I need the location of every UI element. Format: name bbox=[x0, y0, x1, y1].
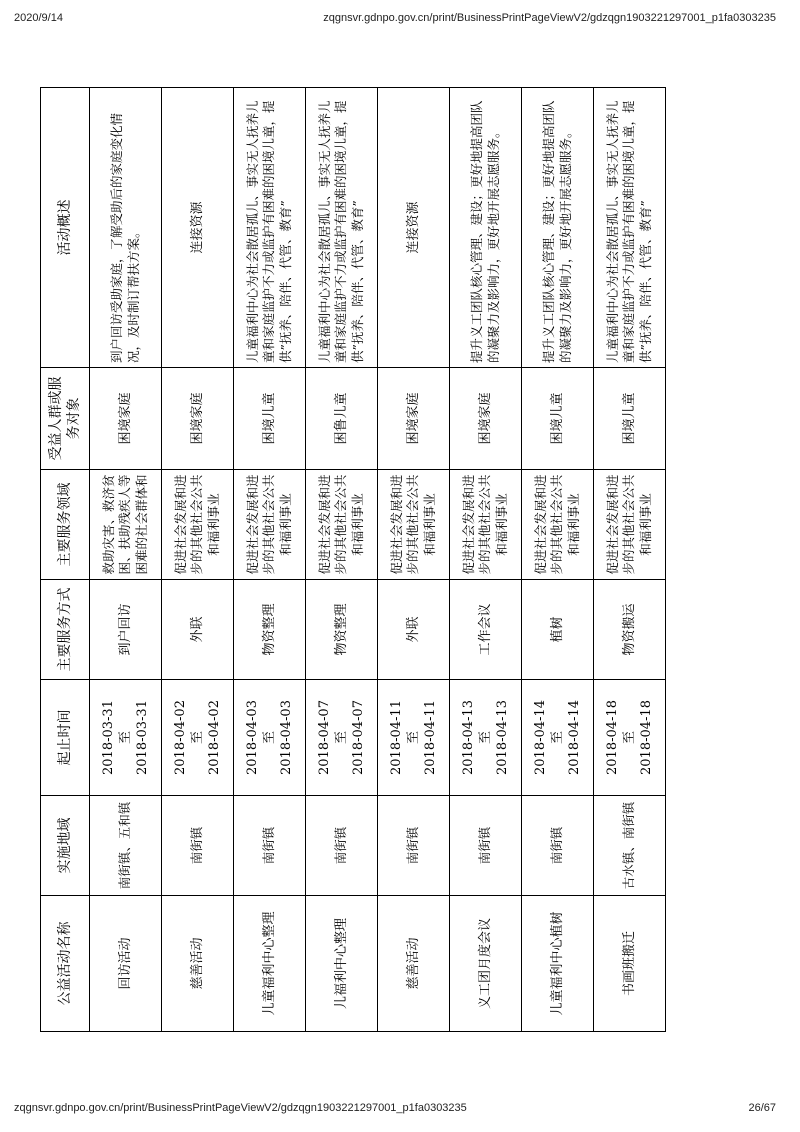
activity-area: 古水镇、南街镇 bbox=[594, 796, 666, 896]
activity-description: 提升义工团队核心管理、建设；更好地提高团队的凝聚力及影响力，更好地开展志愿服务。 bbox=[522, 88, 594, 368]
beneficiaries: 困境家庭 bbox=[90, 368, 162, 470]
activity-area: 南街镇 bbox=[306, 796, 378, 896]
start-date: 2018-03-31 bbox=[100, 700, 116, 775]
table-row bbox=[162, 88, 234, 1032]
service-field: 促进社会发展和进步的其他社会公共和福利事业 bbox=[162, 470, 234, 580]
activity-description: 儿童福利中心为社会散居孤儿、事实无人抚养儿童和家庭监护不力或监护有困难的困境儿童，提供”抚养、陪伴、代管、教育” bbox=[234, 88, 306, 368]
start-date: 2018-04-18 bbox=[604, 700, 620, 775]
header-beneficiaries: 受益人群或服务对象 bbox=[41, 368, 90, 470]
beneficiaries: 困境家庭 bbox=[450, 368, 522, 470]
service-method: 外联 bbox=[378, 580, 450, 680]
service-method: 到户回访 bbox=[90, 580, 162, 680]
beneficiaries: 困境儿童 bbox=[594, 368, 666, 470]
activity-area: 南街镇 bbox=[162, 796, 234, 896]
print-url-footer: zqgnsvr.gdnpo.gov.cn/print/BusinessPrintPageViewV2/gdzqgn1903221297001_p1fa0303235 bbox=[14, 1102, 467, 1114]
service-method: 物资整理 bbox=[234, 580, 306, 680]
activity-description: 儿童福利中心为社会散居孤儿、事实无人抚养儿童和家庭监护不力或监护有困难的困境儿童，提供”抚养、陪伴、代管、教育” bbox=[306, 88, 378, 368]
end-date: 2018-04-07 bbox=[351, 700, 367, 775]
start-date: 2018-04-07 bbox=[316, 700, 332, 775]
table-row bbox=[522, 88, 594, 1032]
beneficiaries: 困鲁儿童 bbox=[306, 368, 378, 470]
start-date: 2018-04-11 bbox=[388, 700, 404, 775]
table-header-row bbox=[41, 88, 90, 1032]
beneficiaries: 困境家庭 bbox=[378, 368, 450, 470]
end-date: 2018-04-13 bbox=[495, 700, 511, 775]
service-field: 促进社会发展和进步的其他社会公共和福利事业 bbox=[234, 470, 306, 580]
period-separator: 至 bbox=[549, 731, 565, 745]
end-date: 2018-04-11 bbox=[423, 700, 439, 775]
activity-period bbox=[90, 680, 162, 796]
activity-period bbox=[378, 680, 450, 796]
end-date: 2018-04-02 bbox=[207, 700, 223, 775]
activity-area: 南街镇 bbox=[522, 796, 594, 896]
beneficiaries: 困境儿童 bbox=[234, 368, 306, 470]
header-service-method: 主要服务方式 bbox=[41, 580, 90, 680]
service-field: 促进社会发展和进步的其他社会公共和福利事业 bbox=[306, 470, 378, 580]
rotated-table bbox=[40, 88, 662, 1032]
header-service-field: 主要服务领域 bbox=[41, 470, 90, 580]
service-method: 外联 bbox=[162, 580, 234, 680]
service-field: 救助灾害、救济贫困、扶助残疾人等困难的社会群体和 bbox=[90, 470, 162, 580]
print-url-header: zqgnsvr.gdnpo.gov.cn/print/BusinessPrintPageViewV2/gdzqgn1903221297001_p1fa0303235 bbox=[323, 12, 776, 24]
period-separator: 至 bbox=[477, 731, 493, 745]
table-row bbox=[90, 88, 162, 1032]
activity-name: 义工团月度会议 bbox=[450, 896, 522, 1032]
end-date: 2018-04-03 bbox=[279, 700, 295, 775]
period-separator: 至 bbox=[117, 731, 133, 745]
activity-period bbox=[522, 680, 594, 796]
page-number: 26/67 bbox=[748, 1102, 776, 1114]
end-date: 2018-03-31 bbox=[135, 700, 151, 775]
start-date: 2018-04-02 bbox=[172, 700, 188, 775]
activity-period bbox=[234, 680, 306, 796]
activity-name: 儿童福利中心整理 bbox=[234, 896, 306, 1032]
service-field: 促进社会发展和进步的其他社会公共和福利事业 bbox=[378, 470, 450, 580]
activity-area: 南街镇 bbox=[378, 796, 450, 896]
activity-period bbox=[450, 680, 522, 796]
table-row bbox=[378, 88, 450, 1032]
header-area: 实施地域 bbox=[41, 796, 90, 896]
activity-name: 慈善活动 bbox=[162, 896, 234, 1032]
activity-area: 南街镇 bbox=[450, 796, 522, 896]
activity-description: 连接资源 bbox=[162, 88, 234, 368]
start-date: 2018-04-14 bbox=[532, 700, 548, 775]
activity-period bbox=[162, 680, 234, 796]
header-activity-name: 公益活动名称 bbox=[41, 896, 90, 1032]
activity-period bbox=[594, 680, 666, 796]
print-date: 2020/9/14 bbox=[14, 12, 63, 24]
activity-period bbox=[306, 680, 378, 796]
activity-name: 儿福利中心整理 bbox=[306, 896, 378, 1032]
start-date: 2018-04-03 bbox=[244, 700, 260, 775]
activity-name: 儿童福利中心植树 bbox=[522, 896, 594, 1032]
service-method: 植树 bbox=[522, 580, 594, 680]
service-field: 促进社会发展和进步的其他社会公共和福利事业 bbox=[450, 470, 522, 580]
period-separator: 至 bbox=[621, 731, 637, 745]
activity-area: 南街镇 bbox=[234, 796, 306, 896]
activity-name: 书画班搬迁 bbox=[594, 896, 666, 1032]
activity-table-container bbox=[40, 88, 662, 1032]
beneficiaries: 困境家庭 bbox=[162, 368, 234, 470]
table-row bbox=[306, 88, 378, 1032]
activity-area: 南街镇、五和镇 bbox=[90, 796, 162, 896]
activity-description: 连接资源 bbox=[378, 88, 450, 368]
table-row bbox=[594, 88, 666, 1032]
start-date: 2018-04-13 bbox=[460, 700, 476, 775]
period-separator: 至 bbox=[405, 731, 421, 745]
service-method: 物资搬运 bbox=[594, 580, 666, 680]
service-method: 物资整理 bbox=[306, 580, 378, 680]
header-description: 活动概述 bbox=[41, 88, 90, 368]
service-field: 促进社会发展和进步的其他社会公共和福利事业 bbox=[522, 470, 594, 580]
end-date: 2018-04-14 bbox=[567, 700, 583, 775]
activity-name: 慈善活动 bbox=[378, 896, 450, 1032]
period-separator: 至 bbox=[261, 731, 277, 745]
activity-table bbox=[40, 87, 666, 1032]
header-period: 起止时间 bbox=[41, 680, 90, 796]
end-date: 2018-04-18 bbox=[639, 700, 655, 775]
table-row bbox=[450, 88, 522, 1032]
activity-name: 回访活动 bbox=[90, 896, 162, 1032]
period-separator: 至 bbox=[189, 731, 205, 745]
activity-description: 到户回访受助家庭，了解受助后的家庭变化情况，及时制订帮扶方案。 bbox=[90, 88, 162, 368]
table-row bbox=[234, 88, 306, 1032]
activity-description: 提升义工团队核心管理、建设；更好地提高团队的凝聚力及影响力，更好地开展志愿服务。 bbox=[450, 88, 522, 368]
activity-description: 儿童福利中心为社会散居孤儿、事实无人抚养儿童和家庭监护不力或监护有困难的困境儿童，提供”抚养、陪伴、代管、教育” bbox=[594, 88, 666, 368]
service-method: 工作会议 bbox=[450, 580, 522, 680]
service-field: 促进社会发展和进步的其他社会公共和福利事业 bbox=[594, 470, 666, 580]
beneficiaries: 困境儿童 bbox=[522, 368, 594, 470]
period-separator: 至 bbox=[333, 731, 349, 745]
